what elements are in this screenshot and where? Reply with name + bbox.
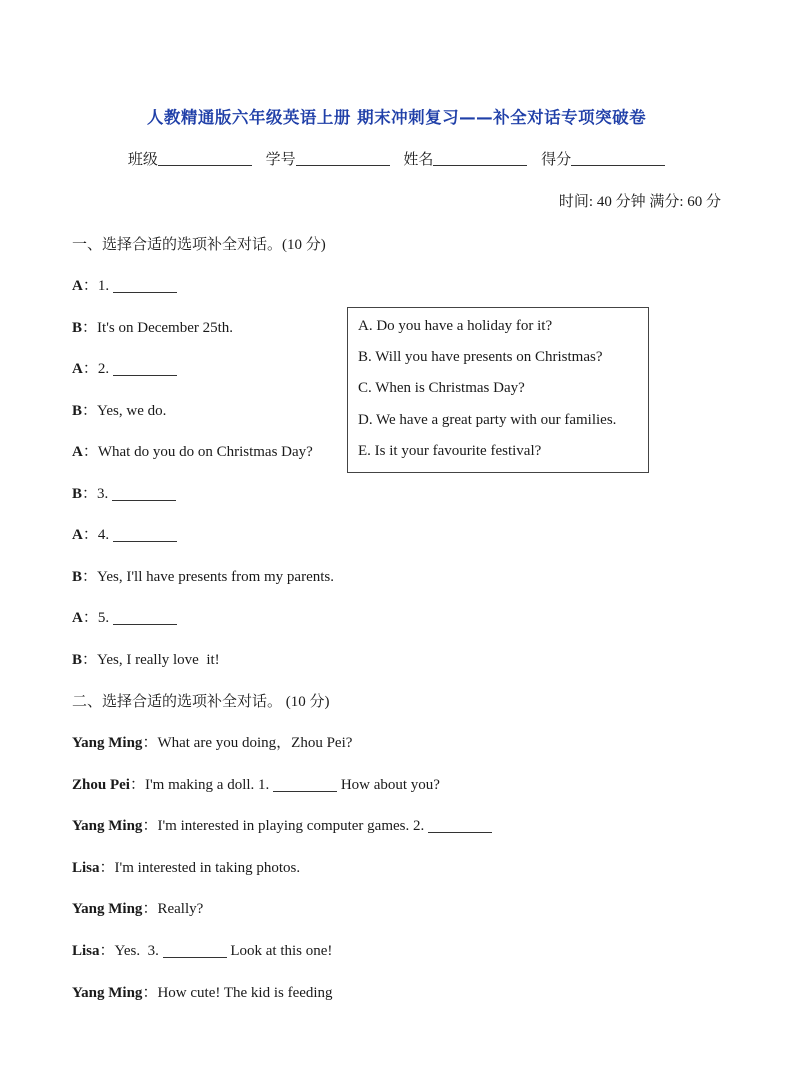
dialogue-line — [72, 939, 332, 960]
speaker-label: B — [72, 402, 83, 419]
speaker-separator: ： — [129, 776, 145, 793]
time-and-score: 时间: 40 分钟 满分: 60 分 — [558, 194, 721, 210]
speaker-separator: ： — [99, 859, 115, 876]
name-blank[interactable] — [433, 150, 527, 166]
dialogue-text: I'm interested in playing computer games. 2. — [157, 818, 429, 835]
dialogue-text: 5. — [97, 610, 113, 626]
option-a: A. Do you have a holiday for it? — [358, 318, 553, 334]
name-field — [403, 152, 527, 168]
dialogue-text: 4. — [97, 527, 113, 543]
speaker-separator: ： — [142, 818, 158, 835]
dialogue-line — [72, 399, 166, 420]
speaker-label: A — [72, 444, 83, 460]
speaker-label: A — [72, 361, 83, 377]
dialogue-text: Yes, we do. — [97, 402, 167, 419]
dialogue-line — [72, 440, 313, 461]
dialogue-line — [72, 565, 334, 586]
dialogue-text: Yes, I'll have presents from my parents. — [97, 568, 334, 585]
speaker-label: Yang Ming — [72, 735, 143, 751]
dialogue-text: I'm interested in taking photos. — [114, 859, 301, 876]
speaker-separator: ： — [82, 319, 98, 336]
dialogue-text: 3. — [97, 485, 113, 502]
speaker-separator: ： — [99, 943, 115, 959]
dialogue-text: Yes, I really love it! — [97, 651, 220, 668]
dialogue-line — [72, 981, 333, 1002]
speaker-label: Lisa — [72, 943, 100, 959]
dialogue-text: What are you doing，Zhou Pei? — [157, 735, 353, 751]
class-field — [128, 152, 252, 168]
dialogue-text-after: How about you? — [337, 776, 440, 793]
score-blank[interactable] — [571, 150, 665, 166]
speaker-label: B — [72, 485, 83, 502]
number-blank[interactable] — [296, 150, 390, 166]
speaker-label: A — [72, 278, 83, 294]
dialogue-line — [72, 482, 176, 503]
dialogue-line — [72, 523, 177, 544]
speaker-separator: ： — [82, 568, 98, 585]
dialogue-text: I'm making a doll. 1. — [144, 776, 274, 793]
speaker-separator: ： — [82, 278, 98, 294]
class-label: 班级 — [127, 152, 158, 168]
dialogue-text: Really? — [157, 901, 204, 918]
speaker-separator: ： — [82, 485, 98, 502]
dialogue-line — [72, 856, 300, 877]
dialogue-line — [72, 357, 177, 378]
speaker-label: Zhou Pei — [72, 776, 130, 793]
score-label: 得分 — [541, 152, 572, 168]
answer-blank[interactable] — [428, 817, 492, 833]
speaker-separator: ： — [82, 610, 98, 626]
dialogue-text: 1. — [97, 278, 113, 294]
answer-blank[interactable] — [273, 776, 337, 792]
speaker-label: Yang Ming — [72, 901, 143, 918]
speaker-label: B — [72, 568, 83, 585]
dialogue-text: 2. — [97, 361, 113, 377]
speaker-separator: ： — [82, 361, 98, 377]
option-d: D. We have a great party with our families. — [358, 411, 617, 428]
dialogue-line — [72, 731, 352, 752]
dialogue-line — [72, 648, 220, 669]
answer-blank[interactable] — [113, 360, 177, 376]
name-label: 姓名 — [403, 152, 434, 168]
speaker-label: A — [72, 610, 83, 626]
speaker-separator: ： — [82, 402, 98, 419]
number-label: 学号 — [265, 152, 296, 168]
speaker-label: Lisa — [72, 859, 100, 876]
speaker-separator: ： — [82, 444, 98, 460]
dialogue-text: It's on December 25th. — [97, 319, 234, 336]
speaker-separator: ： — [82, 527, 98, 543]
page-title: 人教精通版六年级英语上册 期末冲刺复习——补全对话专项突破卷 — [146, 108, 647, 127]
section1-heading: 一、选择合适的选项补全对话。(10 分) — [72, 237, 326, 253]
dialogue-text: What do you do on Christmas Day? — [97, 444, 313, 460]
options-box — [347, 307, 649, 473]
option-c: C. When is Christmas Day? — [358, 380, 525, 397]
answer-blank[interactable] — [163, 942, 227, 958]
dialogue-line — [72, 773, 440, 794]
speaker-separator: ： — [142, 901, 158, 918]
number-field — [266, 152, 390, 168]
section2-heading: 二、选择合适的选项补全对话。 (10 分) — [72, 694, 330, 710]
class-blank[interactable] — [158, 150, 252, 166]
score-field — [541, 152, 665, 168]
dialogue-line — [72, 814, 492, 835]
dialogue-line — [72, 606, 177, 627]
answer-blank[interactable] — [113, 526, 177, 542]
student-info-row — [0, 148, 793, 169]
dialogue-text-after: Look at this one! — [226, 943, 333, 959]
speaker-label: Yang Ming — [72, 984, 143, 1001]
answer-blank[interactable] — [113, 609, 177, 625]
dialogue-text: Yes. 3. — [114, 943, 163, 959]
speaker-separator: ： — [142, 735, 158, 751]
dialogue-text: How cute! The kid is feeding — [157, 984, 333, 1001]
speaker-label: A — [72, 527, 83, 543]
dialogue-line — [72, 316, 233, 337]
dialogue-line — [72, 897, 203, 918]
dialogue-line — [72, 274, 177, 295]
answer-blank[interactable] — [112, 485, 176, 501]
speaker-label: Yang Ming — [72, 818, 143, 835]
speaker-label: B — [72, 651, 83, 668]
speaker-separator: ： — [82, 651, 98, 668]
speaker-separator: ： — [142, 984, 158, 1001]
answer-blank[interactable] — [113, 277, 177, 293]
option-e: E. Is it your favourite festival? — [358, 442, 542, 459]
option-b: B. Will you have presents on Christmas? — [358, 349, 603, 366]
speaker-label: B — [72, 319, 83, 336]
